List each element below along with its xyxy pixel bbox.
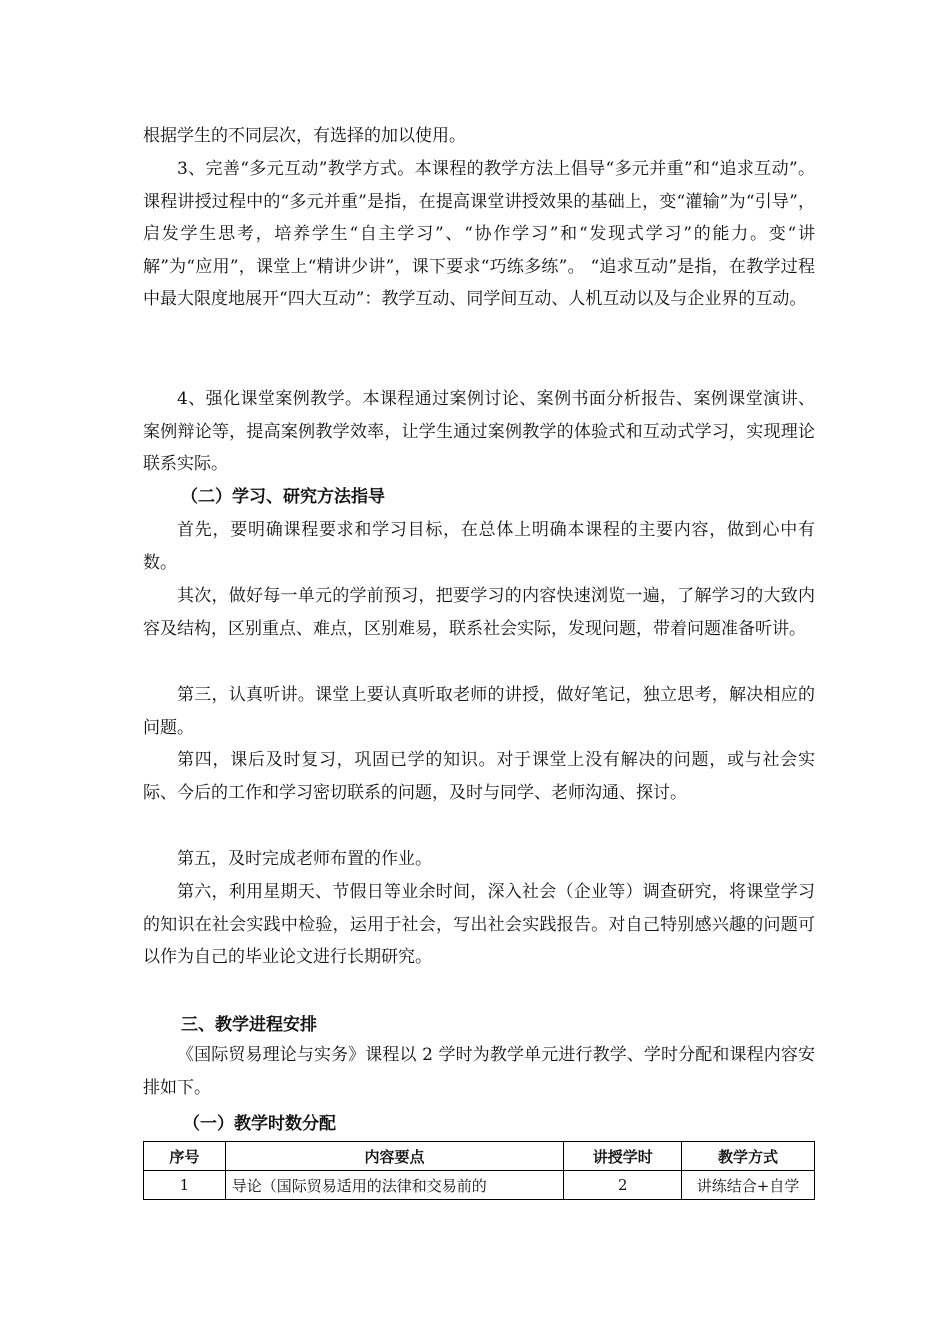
table-row	[144, 1171, 815, 1200]
paragraph: 其次，做好每一单元的学前预习，把要学习的内容快速浏览一遍，了解学习的大致内容及结构，区别重点、难点，区别难易，联系社会实际，发现问题，带着问题准备听讲。	[143, 586, 815, 639]
table-cell: 导论（国际贸易适用的法律和交易前的	[225, 1171, 564, 1200]
hours-table	[143, 1141, 815, 1200]
table-cell: 2	[564, 1171, 682, 1200]
paragraph: 第三，认真听讲。课堂上要认真听取老师的讲授，做好笔记，独立思考，解决相应的问题。	[143, 685, 815, 738]
column-header: 序号	[144, 1142, 226, 1171]
paragraph: 3、完善“多元互动”教学方式。本课程的教学方法上倡导“多元并重”和“追求互动”。课程讲授过程中的“多元并重”是指，在提高课堂讲授效果的基础上，变“灌输”为“引导”，启发学生思考，培养学生“自主学习”、“协作学习”和“发现式学习”的能力。变“讲解”为“应用”，课堂上“精讲少讲”，课下要求“巧练多练”。 “追求互动”是指，在教学过程中最大限度地展开“四大互动”：教学互动、同学间互动、人机互动以及与企业界的互动。	[143, 159, 815, 310]
paragraph: 4、强化课堂案例教学。本课程通过案例讨论、案例书面分析报告、案例课堂演讲、案例辩论等，提高案例教学效率，让学生通过案例教学的体验式和互动式学习，实现理论联系实际。	[143, 389, 815, 475]
paragraph: 首先，要明确课程要求和学习目标，在总体上明确本课程的主要内容，做到心中有数。	[143, 520, 815, 573]
table-header-row	[144, 1142, 815, 1171]
section-heading: （二）学习、研究方法指导	[181, 487, 385, 507]
chapter-heading: 三、教学进程安排	[181, 1015, 317, 1035]
paragraph: 第四，课后及时复习，巩固已学的知识。对于课堂上没有解决的问题，或与社会实际、今后的工作和学习密切联系的问题，及时与同学、老师沟通、探讨。	[143, 750, 815, 803]
paragraph: 《国际贸易理论与实务》课程以 2 学时为教学单元进行教学、学时分配和课程内容安排如下。	[143, 1045, 815, 1098]
paragraph: 第六，利用星期天、节假日等业余时间，深入社会（企业等）调查研究，将课堂学习的知识在社会实践中检验，运用于社会，写出社会实践报告。对自己特别感兴趣的问题可以作为自己的毕业论文进行长期研究。	[143, 882, 815, 968]
column-header: 内容要点	[225, 1142, 564, 1171]
paragraph: 第五，及时完成老师布置的作业。	[177, 849, 432, 869]
section-heading: （一）教学时数分配	[183, 1114, 336, 1134]
column-header: 教学方式	[682, 1142, 815, 1171]
column-header: 讲授学时	[564, 1142, 682, 1171]
paragraph: 根据学生的不同层次，有选择的加以使用。	[143, 126, 466, 146]
table-cell: 讲练结合+自学	[682, 1171, 815, 1200]
table-cell: 1	[144, 1171, 226, 1200]
